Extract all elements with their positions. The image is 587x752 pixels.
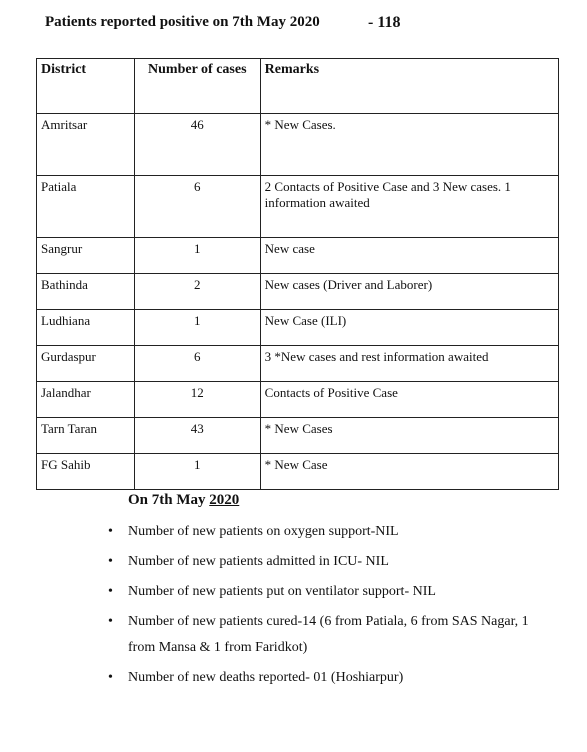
remarks-cell: New Case (ILI) xyxy=(260,310,558,346)
cases-table xyxy=(36,58,559,490)
remarks-cell: New cases (Driver and Laborer) xyxy=(260,274,558,310)
bullet-icon: • xyxy=(108,614,113,629)
page-title xyxy=(45,14,401,31)
table-row xyxy=(37,238,559,274)
list-item xyxy=(108,579,548,605)
list-item-text: Number of new patients cured-14 (6 from Patiala, 6 from SAS Nagar, 1 from Mansa & 1 from Faridkot) xyxy=(128,614,529,655)
list-item-text: Number of new patients admitted in ICU- NIL xyxy=(128,554,389,569)
bullet-icon: • xyxy=(108,554,113,569)
remarks-cell: * New Cases xyxy=(260,418,558,454)
bullet-icon: • xyxy=(108,670,113,685)
cases-cell: 46 xyxy=(134,114,260,176)
header-remarks: Remarks xyxy=(260,59,558,114)
table-row xyxy=(37,176,559,238)
table-header-row xyxy=(37,59,559,114)
cases-cell: 1 xyxy=(134,454,260,490)
summary-heading-year: 2020 xyxy=(209,492,240,508)
district-cell: FG Sahib xyxy=(37,454,135,490)
district-cell: Bathinda xyxy=(37,274,135,310)
remarks-cell: 3 *New cases and rest information awaited xyxy=(260,346,558,382)
list-item-text: Number of new deaths reported- 01 (Hoshiarpur) xyxy=(128,670,404,685)
remarks-cell: 2 Contacts of Positive Case and 3 New cases. 1 information awaited xyxy=(260,176,558,238)
table-row xyxy=(37,382,559,418)
remarks-cell: New case xyxy=(260,238,558,274)
cases-cell: 43 xyxy=(134,418,260,454)
table-row xyxy=(37,346,559,382)
list-item xyxy=(108,665,548,691)
bullet-icon: • xyxy=(108,524,113,539)
cases-cell: 2 xyxy=(134,274,260,310)
district-cell: Sangrur xyxy=(37,238,135,274)
title-label: Patients reported positive on 7th May 2020 xyxy=(45,14,320,30)
table-row xyxy=(37,114,559,176)
table-row xyxy=(37,310,559,346)
bullet-icon: • xyxy=(108,584,113,599)
district-cell: Amritsar xyxy=(37,114,135,176)
cases-cell: 1 xyxy=(134,310,260,346)
total-count: - 118 xyxy=(368,14,401,31)
cases-cell: 6 xyxy=(134,346,260,382)
cases-cell: 1 xyxy=(134,238,260,274)
summary-heading xyxy=(128,492,548,509)
list-item-text: Number of new patients on oxygen support-NIL xyxy=(128,524,399,539)
table-row xyxy=(37,274,559,310)
header-district: District xyxy=(37,59,135,114)
table-row xyxy=(37,418,559,454)
cases-cell: 6 xyxy=(134,176,260,238)
summary-list xyxy=(108,519,548,691)
table-row xyxy=(37,454,559,490)
remarks-cell: Contacts of Positive Case xyxy=(260,382,558,418)
list-item xyxy=(108,519,548,545)
summary-heading-text: On 7th May xyxy=(128,492,210,508)
list-item-text: Number of new patients put on ventilator support- NIL xyxy=(128,584,436,599)
district-cell: Ludhiana xyxy=(37,310,135,346)
remarks-cell: * New Case xyxy=(260,454,558,490)
list-item xyxy=(108,609,548,661)
remarks-cell: * New Cases. xyxy=(260,114,558,176)
district-cell: Tarn Taran xyxy=(37,418,135,454)
list-item xyxy=(108,549,548,575)
daily-summary xyxy=(108,492,548,695)
district-cell: Gurdaspur xyxy=(37,346,135,382)
district-cell: Jalandhar xyxy=(37,382,135,418)
header-cases: Number of cases xyxy=(134,59,260,114)
cases-cell: 12 xyxy=(134,382,260,418)
district-cell: Patiala xyxy=(37,176,135,238)
